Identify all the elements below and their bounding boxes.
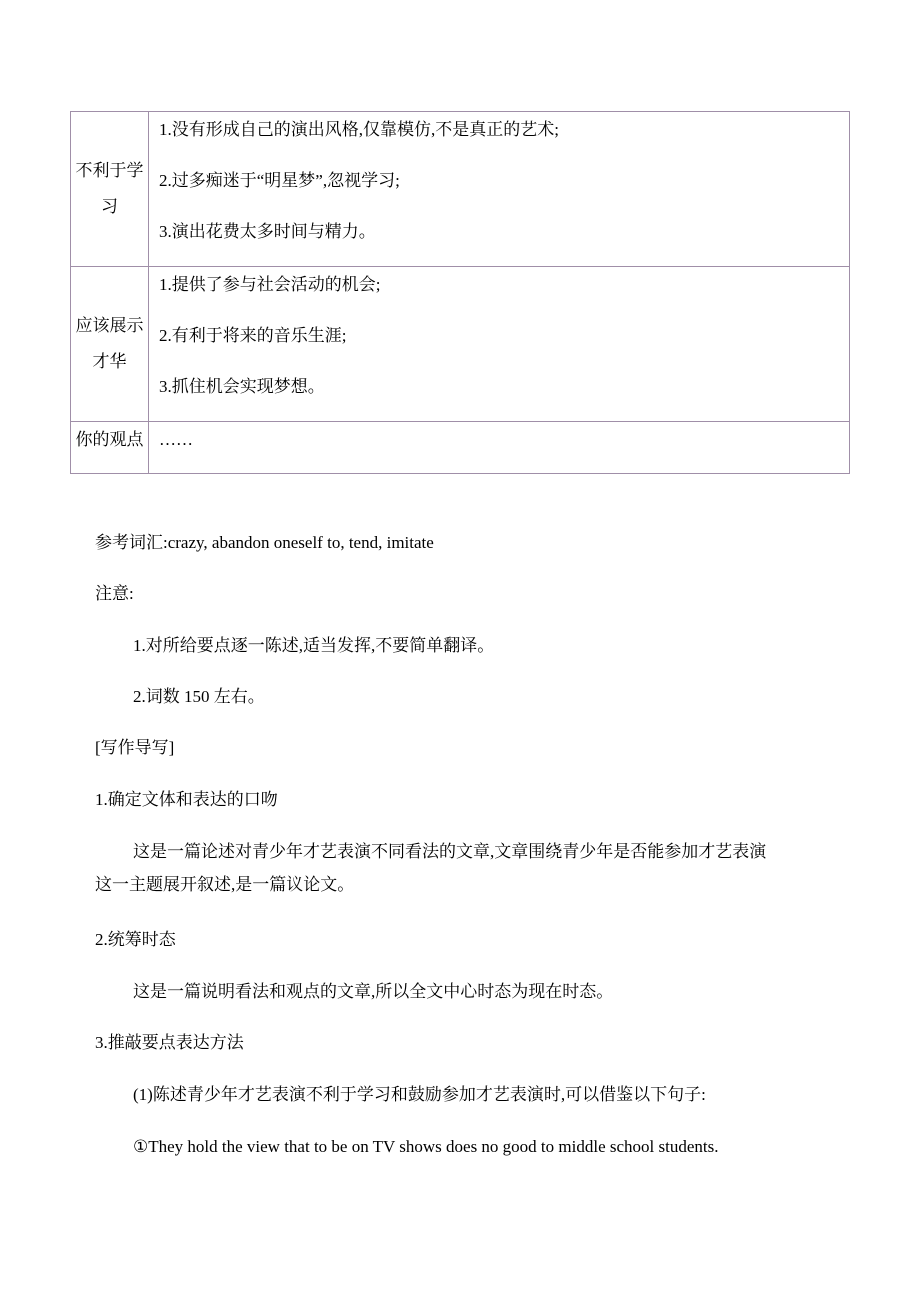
row-content xyxy=(149,112,850,267)
list-item: …… xyxy=(159,430,193,449)
row-heading: 不利于学习 xyxy=(71,112,149,267)
row-heading: 应该展示才华 xyxy=(71,267,149,422)
section-heading: [写作导写] xyxy=(95,738,175,757)
row-content xyxy=(149,267,850,422)
notice-item: 1.对所给要点逐一陈述,适当发挥,不要简单翻译。 xyxy=(133,636,495,655)
paragraph: 这一主题展开叙述,是一篇议论文。 xyxy=(95,875,355,894)
paragraph: 这是一篇论述对青少年才艺表演不同看法的文章,文章围绕青少年是否能参加才艺表演 xyxy=(133,842,767,861)
table-row xyxy=(71,112,850,267)
list-item: 1.没有形成自己的演出风格,仅靠模仿,不是真正的艺术; xyxy=(159,120,559,139)
subheading: 2.统筹时态 xyxy=(95,930,176,949)
table-row xyxy=(71,422,850,474)
paragraph: 这是一篇说明看法和观点的文章,所以全文中心时态为现在时态。 xyxy=(133,982,614,1001)
notice-item: 2.词数 150 左右。 xyxy=(133,687,265,706)
table-row xyxy=(71,267,850,422)
list-item: 1.提供了参与社会活动的机会; xyxy=(159,275,381,294)
row-heading: 你的观点 xyxy=(71,422,149,474)
list-item: 2.过多痴迷于“明星梦”,忽视学习; xyxy=(159,171,400,190)
subheading: 1.确定文体和表达的口吻 xyxy=(95,790,278,809)
vocabulary-note: 参考词汇:crazy, abandon oneself to, tend, imitate xyxy=(95,533,434,552)
list-item: 2.有利于将来的音乐生涯; xyxy=(159,326,347,345)
list-item: 3.抓住机会实现梦想。 xyxy=(159,377,325,396)
notice-heading: 注意: xyxy=(95,584,134,603)
example-sentence: ①They hold the view that to be on TV shows does no good to middle school students. xyxy=(133,1137,719,1156)
row-content xyxy=(149,422,850,474)
opinion-table xyxy=(70,111,850,474)
paragraph: (1)陈述青少年才艺表演不利于学习和鼓励参加才艺表演时,可以借鉴以下句子: xyxy=(133,1085,706,1104)
subheading: 3.推敲要点表达方法 xyxy=(95,1033,244,1052)
list-item: 3.演出花费太多时间与精力。 xyxy=(159,222,376,241)
